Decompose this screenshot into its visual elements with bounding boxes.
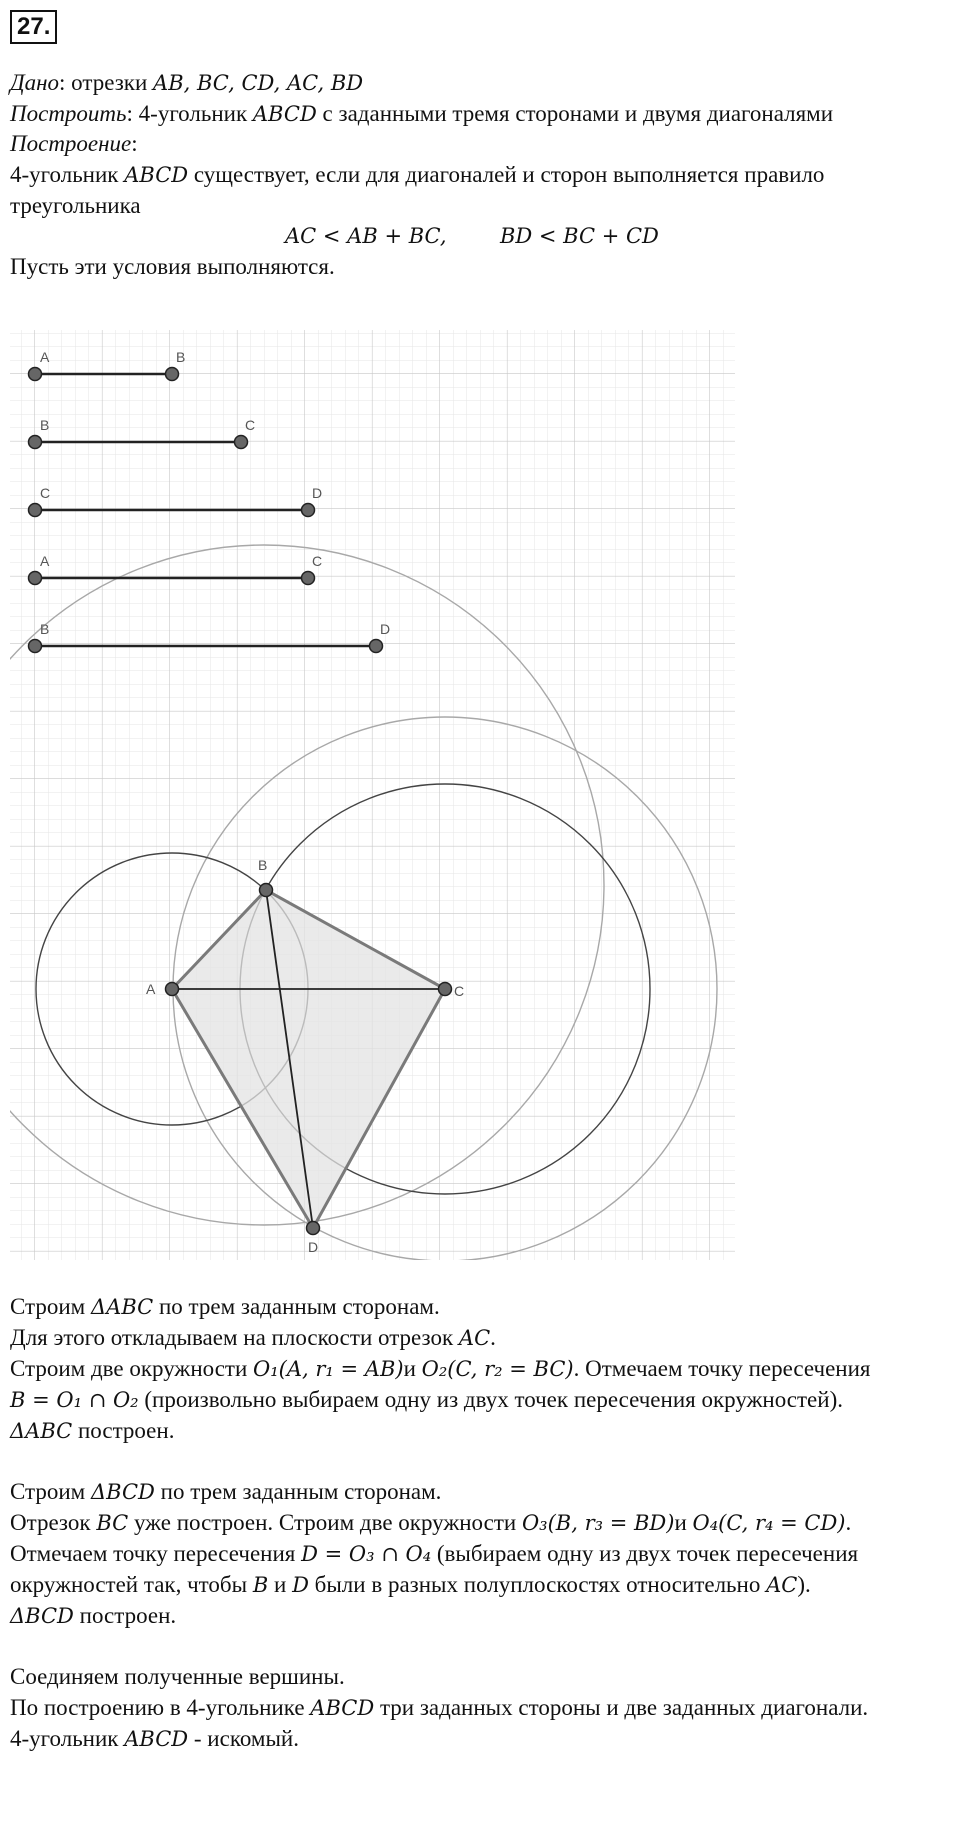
inequalities-math: AC < AB + BC, BD < BC + CD [285, 224, 659, 248]
step1-line-1 [10, 1292, 440, 1322]
point [370, 640, 383, 653]
point [29, 572, 42, 585]
text: 4-угольник [10, 1726, 125, 1751]
construct-text-2: с заданными тремя сторонами и двумя диагоналями [316, 101, 834, 126]
segment-label: B [40, 417, 50, 433]
segment-label: D [380, 621, 391, 637]
segment-label: C [245, 417, 256, 433]
given-line [10, 68, 363, 98]
step2-line-3 [10, 1539, 858, 1569]
vertex-label-c: C [454, 983, 465, 999]
problem-number: 27. [10, 10, 57, 44]
text: построен. [72, 1418, 175, 1443]
conclusion-line-2 [10, 1693, 868, 1723]
point [29, 368, 42, 381]
given-math: AB, BC, CD, AC, BD [153, 71, 364, 95]
point [302, 504, 315, 517]
math: AC [458, 1326, 491, 1350]
existence-line-1 [10, 160, 824, 190]
math: ΔABC [90, 1295, 154, 1319]
text: . Отмечаем точку пересечения [573, 1356, 871, 1381]
text: и [268, 1572, 293, 1597]
text: по трем заданным сторонам. [154, 1479, 442, 1504]
math: O₄(C, r₄ = CD) [692, 1511, 846, 1535]
step1-line-4 [10, 1385, 843, 1415]
existence-line-2: треугольника [10, 193, 141, 218]
math: B = O₁ ∩ O₂ [10, 1388, 139, 1412]
text: по трем заданным сторонам. [153, 1294, 440, 1319]
segment-label: A [40, 349, 50, 365]
text: Отмечаем точку пересечения [10, 1541, 302, 1566]
segment-label: C [40, 485, 51, 501]
text: ). [797, 1572, 811, 1597]
segment-label: D [312, 485, 323, 501]
existence-math: ABCD [124, 163, 189, 187]
construct-text-1: : 4-угольник [126, 101, 253, 126]
math: ABCD [124, 1727, 189, 1751]
point [29, 504, 42, 517]
text: Для этого откладываем на плоскости отрезок [10, 1325, 459, 1350]
text: Строим две окружности [10, 1356, 254, 1381]
inequalities [285, 221, 659, 251]
construction-label: Построение [10, 131, 132, 156]
point-c [439, 983, 452, 996]
point [235, 436, 248, 449]
text: три заданных стороны и две заданных диагонали. [374, 1695, 869, 1720]
math: B [252, 1573, 269, 1597]
given-label: Дано [10, 70, 60, 95]
step2-line-5 [10, 1601, 176, 1631]
conclusion-line-1: Соединяем полученные вершины. [10, 1664, 345, 1689]
text: и [674, 1510, 693, 1535]
point-d [307, 1222, 320, 1235]
text: - искомый. [188, 1726, 299, 1751]
text: Строим [10, 1479, 91, 1504]
step1-line-3 [10, 1354, 870, 1384]
segment-label: C [312, 553, 323, 569]
point [166, 368, 179, 381]
step2-line-1 [10, 1477, 441, 1507]
step1-line-5 [10, 1416, 174, 1446]
text: . [490, 1325, 496, 1350]
math: ΔABC [10, 1419, 73, 1443]
math: O₁(A, r₁ = AB) [253, 1357, 404, 1381]
given-text: : отрезки [59, 70, 154, 95]
math: O₂(C, r₂ = BC) [421, 1357, 574, 1381]
vertex-label-d: D [308, 1239, 319, 1255]
text: и [403, 1356, 422, 1381]
assume-line: Пусть эти условия выполняются. [10, 254, 335, 279]
segment-label: A [40, 553, 50, 569]
math: ABCD [310, 1696, 375, 1720]
point-a [166, 983, 179, 996]
construction-heading [10, 129, 138, 159]
step2-line-2 [10, 1508, 851, 1538]
text: были в разных полуплоскостях относительно [308, 1572, 767, 1597]
math: ΔBCD [90, 1480, 155, 1504]
math: O₃(B, r₃ = BD) [521, 1511, 675, 1535]
construct-label: Построить [10, 101, 127, 126]
text: Отрезок [10, 1510, 97, 1535]
text: Строим [10, 1294, 91, 1319]
existence-text-2: существует, если для диагоналей и сторон выполняется правило [188, 162, 825, 187]
math: ΔBCD [10, 1604, 74, 1628]
math: BC [96, 1511, 129, 1535]
vertex-label-a: A [146, 981, 156, 997]
point-b [260, 884, 273, 897]
text: уже построен. Строим две окружности [128, 1510, 522, 1535]
segment-label: B [176, 349, 186, 365]
math: AC [766, 1573, 798, 1597]
math: D [292, 1573, 309, 1597]
point [29, 640, 42, 653]
construct-math: ABCD [252, 102, 317, 126]
text: (произвольно выбираем одну из двух точек пересечения окружностей). [138, 1387, 843, 1412]
construct-line [10, 99, 833, 129]
point [302, 572, 315, 585]
text: окружностей так, чтобы [10, 1572, 253, 1597]
conclusion-line-3 [10, 1724, 299, 1754]
text: построен. [73, 1603, 177, 1628]
construction-figure [0, 325, 960, 1275]
text: . [845, 1510, 852, 1535]
vertex-label-b: B [258, 857, 268, 873]
construction-colon: : [131, 131, 138, 156]
step1-line-2 [10, 1323, 496, 1353]
text: (выбираем одну из двух точек пересечения [431, 1541, 859, 1566]
step2-line-4 [10, 1570, 811, 1600]
point [29, 436, 42, 449]
text: По построению в 4-угольнике [10, 1695, 311, 1720]
math: D = O₃ ∩ O₄ [301, 1542, 432, 1566]
existence-text-1: 4-угольник [10, 162, 125, 187]
segment-label: B [40, 621, 50, 637]
